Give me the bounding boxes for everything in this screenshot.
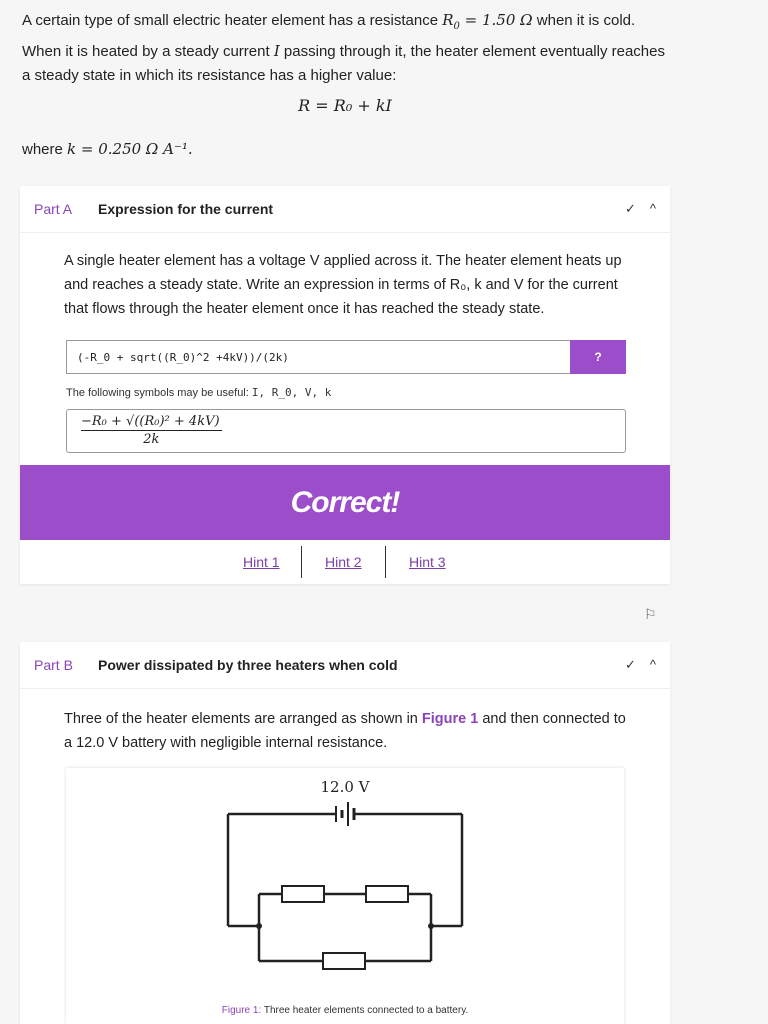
intro-text-3: passing through it, the heater element eventually reaches a steady state in which its resistance has a higher value: xyxy=(22,43,665,84)
hints-bar xyxy=(20,540,670,584)
resistor-icon xyxy=(323,953,365,969)
r0-symbol: $R_0$ xyxy=(442,11,460,32)
collapse-icon[interactable]: ^ xyxy=(649,201,656,216)
battery-label: 12.0 V xyxy=(320,778,370,796)
preview-numerator: −R₀ + √((R₀)² + 4kV) xyxy=(81,414,220,429)
hint-separator xyxy=(301,546,302,578)
resistance-equation: R = R₀ + kI xyxy=(298,96,392,115)
hint-3-link[interactable]: Hint 3 xyxy=(409,554,446,570)
junction-dot xyxy=(256,923,262,929)
figure-1 xyxy=(66,768,624,1024)
part-b-letter: Part B xyxy=(34,657,73,673)
resistor-icon xyxy=(282,886,324,902)
part-b-prompt: Three of the heater elements are arranged as shown in Figure 1 and then connected to a 12.0 V battery with negligible internal resistance. xyxy=(64,711,626,751)
part-a-header[interactable] xyxy=(20,186,670,233)
k-definition: where k = 0.250 Ω A⁻¹. xyxy=(22,140,193,158)
intro-text-1: A certain type of small electric heater element has a resistance xyxy=(22,12,439,29)
answer-input[interactable]: (-R_0 + sqrt((R_0)^2 +4kV))/(2k) xyxy=(66,340,570,374)
collapse-icon[interactable]: ^ xyxy=(649,657,656,672)
hint-2-link[interactable]: Hint 2 xyxy=(325,554,362,570)
battery-icon xyxy=(336,802,354,826)
answer-row xyxy=(66,340,626,374)
problem-intro xyxy=(22,8,672,88)
figure-caption: Figure 1: Three heater elements connected to a battery. xyxy=(221,1005,469,1016)
hint-separator xyxy=(385,546,386,578)
flag-icon[interactable]: ⚐ xyxy=(644,606,657,622)
current-symbol: I xyxy=(273,42,280,60)
circuit-diagram xyxy=(66,768,624,1004)
check-icon: ✓ xyxy=(624,201,636,216)
r0-value: = 1.50 Ω xyxy=(459,11,533,29)
part-a-prompt: A single heater element has a voltage V applied across it. The heater element heats up and reaches a steady state. Write an expression in terms of R₀, k and V for the current that flows through the heater element once it has reached the steady state. xyxy=(64,253,622,317)
symbols-hint: The following symbols may be useful: I, R_0, V, k xyxy=(66,386,332,399)
junction-dot xyxy=(428,923,434,929)
correct-banner: Correct! xyxy=(20,465,670,540)
figure-1-link[interactable]: Figure 1 xyxy=(421,711,479,727)
part-b-title: Power dissipated by three heaters when cold xyxy=(98,657,398,673)
intro-text-2: when it is cold. When it is heated by a steady current xyxy=(22,12,636,60)
part-a-title: Expression for the current xyxy=(98,201,274,217)
help-button[interactable]: ? xyxy=(570,340,626,374)
part-b-header[interactable] xyxy=(20,642,670,689)
preview-denominator: 2k xyxy=(143,432,160,447)
check-icon: ✓ xyxy=(624,657,636,672)
hint-1-link[interactable]: Hint 1 xyxy=(243,554,280,570)
resistor-icon xyxy=(366,886,408,902)
part-a-letter: Part A xyxy=(34,201,73,217)
answer-preview xyxy=(66,409,626,453)
